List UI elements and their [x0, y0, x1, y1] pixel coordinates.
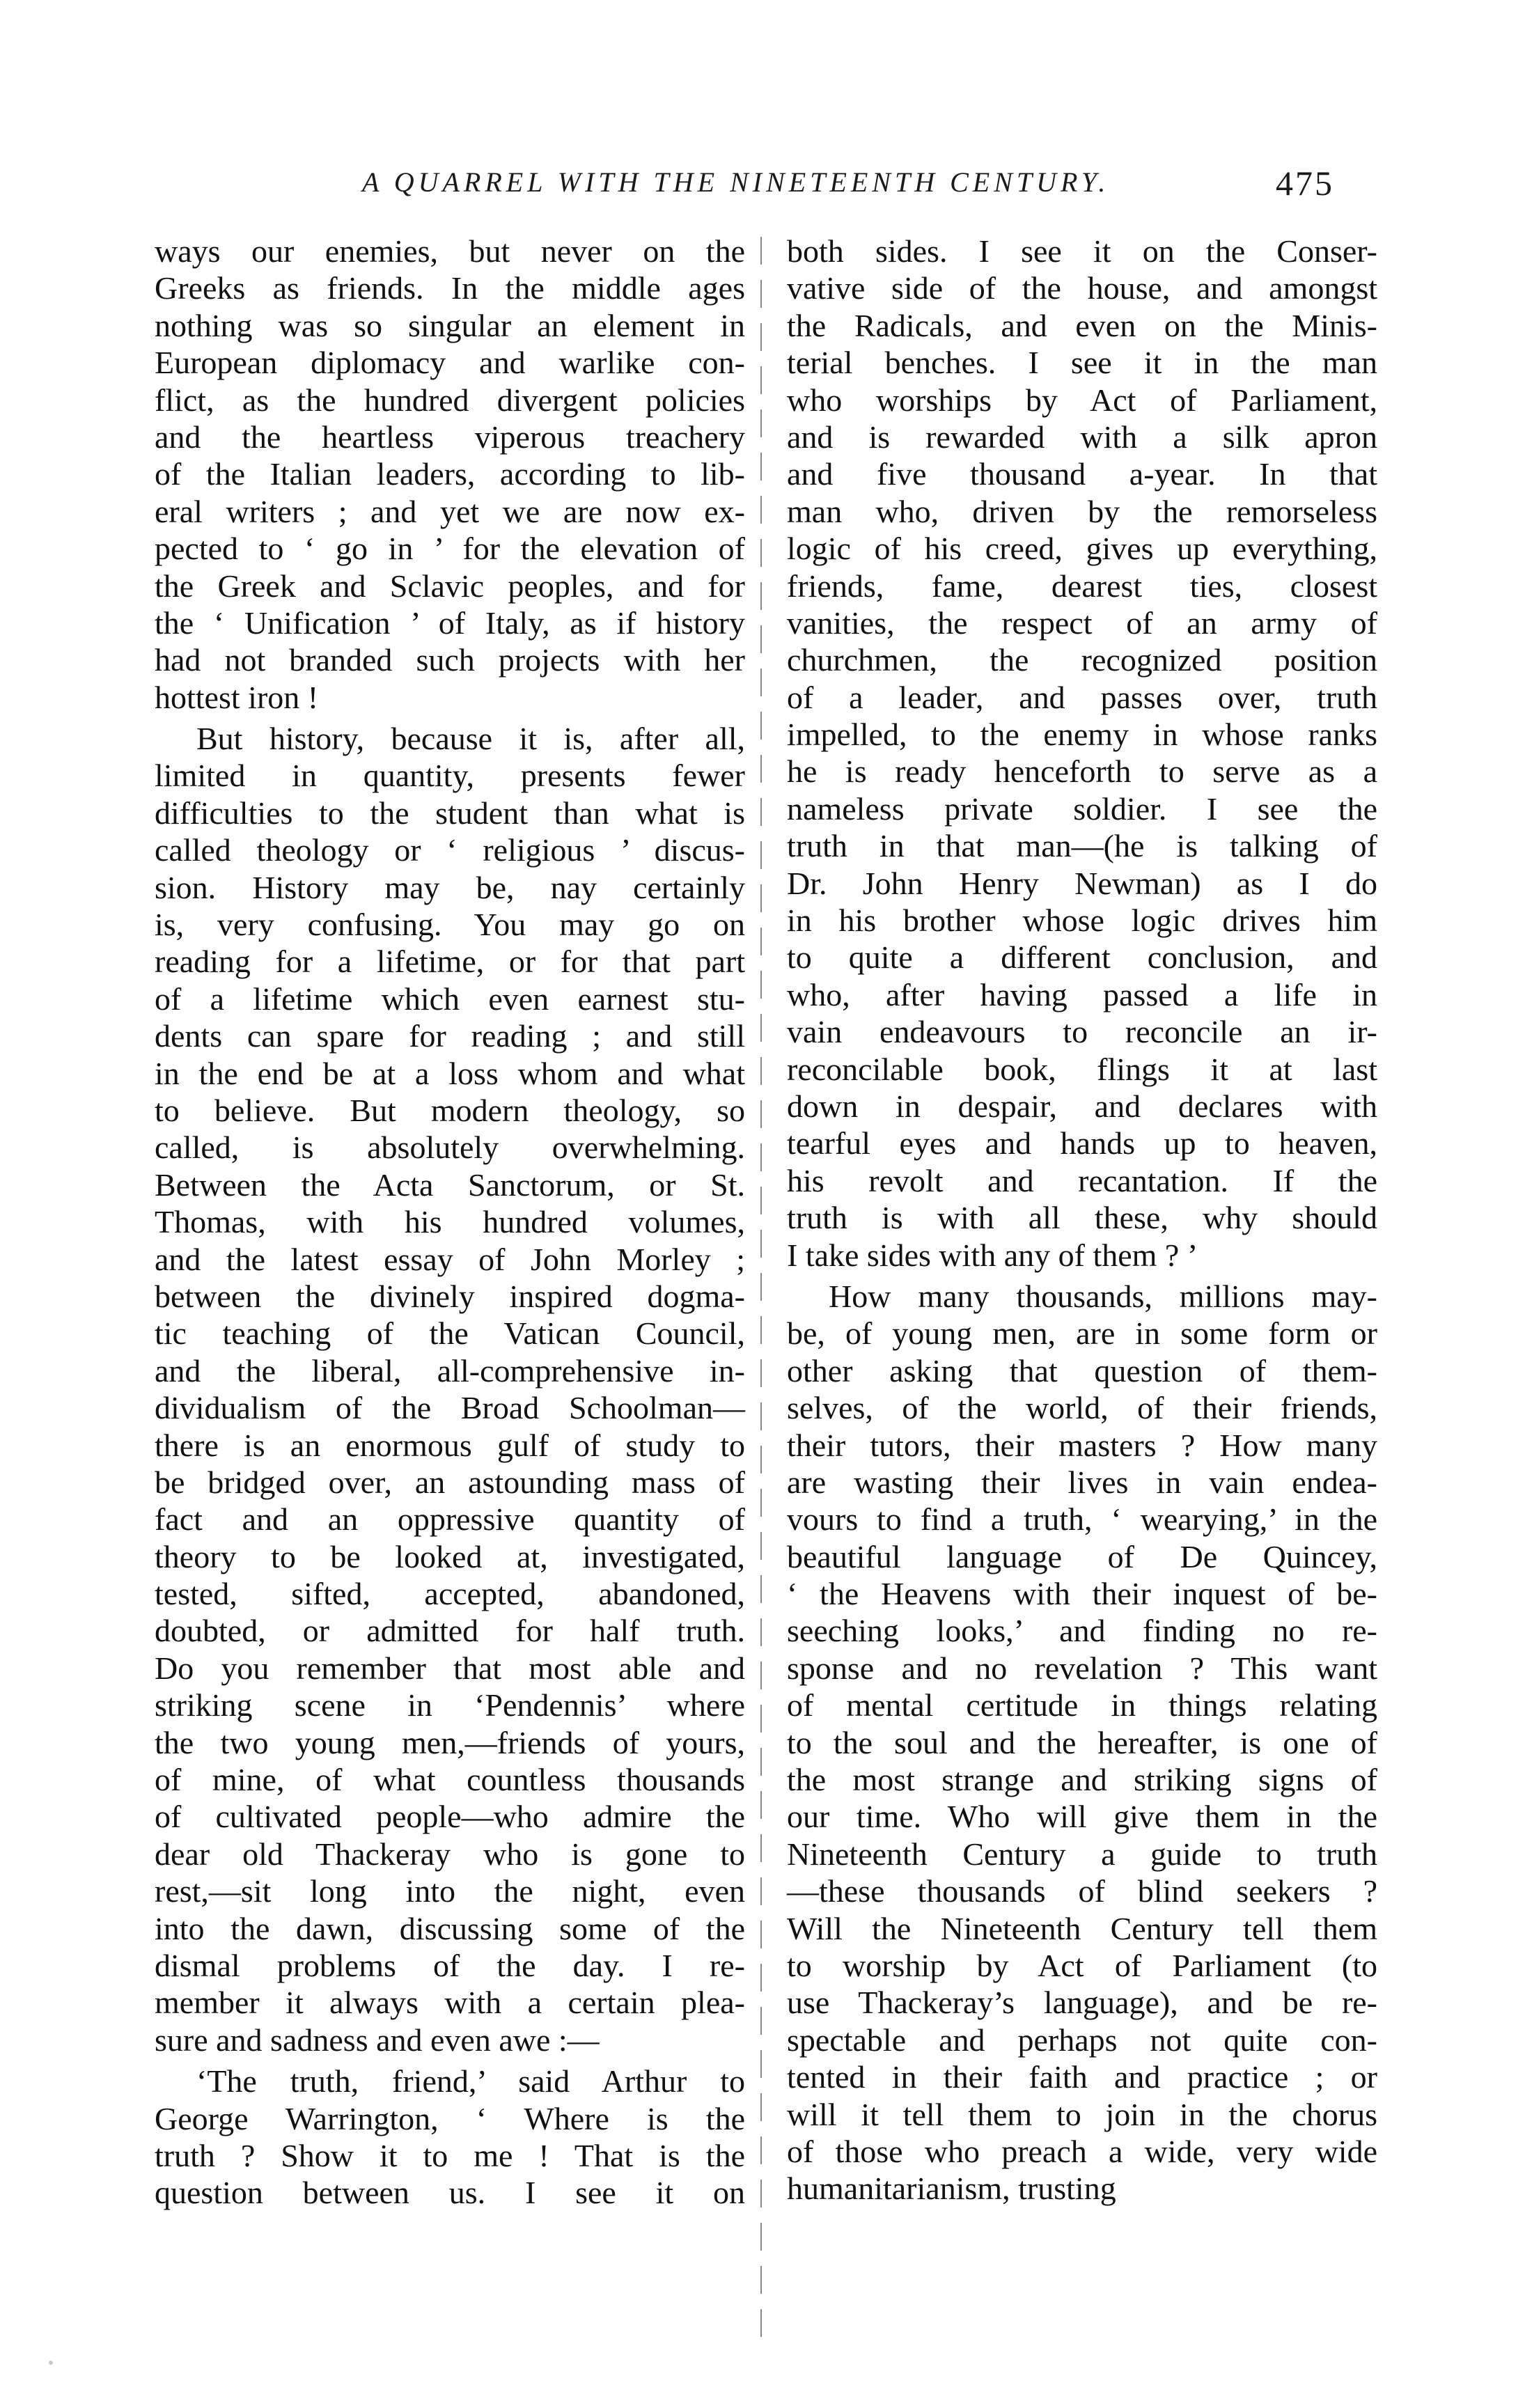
- text-line: will it tell them to join in the chorus: [787, 2096, 1377, 2132]
- text-line: sure and sadness and even awe :—: [155, 2022, 600, 2058]
- text-line: tearful eyes and hands up to heaven,: [787, 1125, 1377, 1162]
- text-line: beautiful language of De Quincey,: [787, 1538, 1377, 1574]
- text-line: and is rewarded with a silk apron: [787, 419, 1377, 455]
- text-line: dismal problems of the day. I re-: [155, 1947, 745, 1983]
- text-line: member it always with a certain plea-: [155, 1985, 745, 2021]
- text-line: hottest iron !: [155, 679, 319, 715]
- text-line: of a lifetime which even earnest stu-: [155, 980, 745, 1017]
- text-line: theory to be looked at, investigated,: [155, 1538, 745, 1574]
- text-line: impelled, to the enemy in whose ranks: [787, 717, 1377, 753]
- text-line: are wasting their lives in vain endea-: [787, 1464, 1377, 1500]
- text-line: difficulties to the student than what is: [155, 795, 745, 831]
- paper-speck: [49, 2361, 53, 2365]
- text-line: How many thousands, millions may-: [829, 1278, 1377, 1314]
- text-line: dents can spare for reading ; and still: [155, 1018, 745, 1054]
- text-line: flict, as the hundred divergent policies: [155, 382, 745, 418]
- text-line: striking scene in ‘Pendennis’ where: [155, 1687, 745, 1723]
- text-line: tented in their faith and practice ; or: [787, 2059, 1377, 2095]
- text-line: his revolt and recantation. If the: [787, 1162, 1377, 1198]
- text-line: churchmen, the recognized position: [787, 642, 1377, 678]
- text-line: of the Italian leaders, according to lib-: [155, 456, 745, 492]
- text-line: vain endeavours to reconcile an ir-: [787, 1014, 1377, 1050]
- text-line: Greeks as friends. In the middle ages: [155, 270, 745, 306]
- text-line: there is an enormous gulf of study to: [155, 1427, 745, 1463]
- text-line: of cultivated people—who admire the: [155, 1799, 745, 1835]
- text-line: truth in that man—(he is talking of: [787, 828, 1377, 864]
- text-line: had not branded such projects with her: [155, 642, 745, 678]
- text-line: of those who preach a wide, very wide: [787, 2133, 1377, 2169]
- text-line: logic of his creed, gives up everything,: [787, 531, 1377, 567]
- text-line: be, of young men, are in some form or: [787, 1315, 1377, 1352]
- text-line: nothing was so singular an element in: [155, 307, 745, 343]
- text-line: their tutors, their masters ? How many: [787, 1427, 1377, 1463]
- text-line: the Greek and Sclavic peoples, and for: [155, 568, 745, 604]
- text-line: tic teaching of the Vatican Council,: [155, 1315, 745, 1352]
- text-line: ‘ the Heavens with their inquest of be-: [787, 1576, 1377, 1612]
- text-line: humanitarianism, trusting: [787, 2171, 1116, 2207]
- text-line: the ‘ Unification ’ of Italy, as if history: [155, 604, 745, 641]
- running-title: A QUARREL WITH THE NINETEENTH CENTURY.: [362, 166, 1110, 198]
- page-number: 475: [1276, 164, 1334, 203]
- text-line: terial benches. I see it in the man: [787, 345, 1377, 381]
- right-column: [787, 233, 1377, 2207]
- text-line: eral writers ; and yet we are now ex-: [155, 493, 745, 529]
- text-line: called, is absolutely overwhelming.: [155, 1129, 745, 1166]
- text-line: use Thackeray’s language), and be re-: [787, 1985, 1377, 2021]
- text-line: Do you remember that most able and: [155, 1650, 745, 1686]
- text-line: into the dawn, discussing some of the: [155, 1910, 745, 1946]
- text-line: friends, fame, dearest ties, closest: [787, 568, 1377, 604]
- text-line: down in despair, and declares with: [787, 1088, 1377, 1124]
- text-line: man who, driven by the remorseless: [787, 493, 1377, 529]
- text-line: George Warrington, ‘ Where is the: [155, 2100, 745, 2136]
- text-line: of mine, of what countless thousands: [155, 1762, 745, 1798]
- text-line: truth ? Show it to me ! That is the: [155, 2137, 745, 2173]
- running-head: [0, 166, 1525, 208]
- text-line: fact and an oppressive quantity of: [155, 1501, 745, 1538]
- text-line: the Radicals, and even on the Minis-: [787, 307, 1377, 343]
- text-line: to worship by Act of Parliament (to: [787, 1947, 1377, 1983]
- text-line: and the liberal, all-comprehensive in-: [155, 1352, 745, 1389]
- text-line: Nineteenth Century a guide to truth: [787, 1836, 1377, 1872]
- left-column: [155, 233, 745, 2212]
- text-line: sion. History may be, nay certainly: [155, 869, 745, 905]
- text-line: both sides. I see it on the Conser-: [787, 233, 1377, 269]
- text-line: to quite a different conclusion, and: [787, 939, 1377, 976]
- text-line: in the end be at a loss whom and what: [155, 1055, 745, 1091]
- text-line: and the latest essay of John Morley ;: [155, 1241, 745, 1277]
- text-line: spectable and perhaps not quite con-: [787, 2022, 1377, 2058]
- text-line: limited in quantity, presents fewer: [155, 758, 745, 794]
- text-line: vours to find a truth, ‘ wearying,’ in the: [787, 1501, 1377, 1538]
- text-line: selves, of the world, of their friends,: [787, 1390, 1377, 1426]
- text-line: ‘The truth, friend,’ said Arthur to: [196, 2063, 745, 2100]
- column-divider: [760, 237, 762, 2340]
- text-line: reading for a lifetime, or for that part: [155, 944, 745, 980]
- text-line: sponse and no revelation ? This want: [787, 1650, 1377, 1686]
- text-line: he is ready henceforth to serve as a: [787, 753, 1377, 790]
- text-line: of a leader, and passes over, truth: [787, 679, 1377, 715]
- text-line: But history, because it is, after all,: [196, 721, 745, 757]
- text-line: be bridged over, an astounding mass of: [155, 1464, 745, 1500]
- text-line: dividualism of the Broad Schoolman—: [155, 1390, 745, 1426]
- text-line: reconcilable book, flings it at last: [787, 1051, 1377, 1087]
- text-line: and the heartless viperous treachery: [155, 419, 745, 455]
- text-line: Will the Nineteenth Century tell them: [787, 1910, 1377, 1946]
- text-line: ways our enemies, but never on the: [155, 233, 745, 269]
- text-line: the most strange and striking signs of: [787, 1762, 1377, 1798]
- text-line: of mental certitude in things relating: [787, 1687, 1377, 1723]
- text-line: the two young men,—friends of yours,: [155, 1724, 745, 1760]
- text-line: —these thousands of blind seekers ?: [787, 1873, 1377, 1909]
- text-line: in his brother whose logic drives him: [787, 902, 1377, 939]
- text-line: dear old Thackeray who is gone to: [155, 1836, 745, 1872]
- text-line: vative side of the house, and amongst: [787, 270, 1377, 306]
- text-line: other asking that question of them-: [787, 1352, 1377, 1389]
- text-line: I take sides with any of them ? ’: [787, 1237, 1198, 1273]
- text-line: truth is with all these, why should: [787, 1200, 1377, 1236]
- text-line: Thomas, with his hundred volumes,: [155, 1204, 745, 1240]
- text-line: rest,—sit long into the night, even: [155, 1873, 745, 1909]
- text-line: who, after having passed a life in: [787, 976, 1377, 1013]
- text-line: vanities, the respect of an army of: [787, 604, 1377, 641]
- text-line: nameless private soldier. I see the: [787, 790, 1377, 827]
- text-line: called theology or ‘ religious ’ discus-: [155, 832, 745, 868]
- text-line: to believe. But modern theology, so: [155, 1092, 745, 1128]
- text-line: to the soul and the hereafter, is one of: [787, 1724, 1377, 1760]
- text-line: seeching looks,’ and finding no re-: [787, 1613, 1377, 1649]
- text-line: doubted, or admitted for half truth.: [155, 1613, 745, 1649]
- text-line: who worships by Act of Parliament,: [787, 382, 1377, 418]
- text-line: our time. Who will give them in the: [787, 1799, 1377, 1835]
- text-line: Between the Acta Sanctorum, or St.: [155, 1166, 745, 1203]
- text-line: between the divinely inspired dogma-: [155, 1278, 745, 1314]
- text-line: is, very confusing. You may go on: [155, 907, 745, 943]
- text-line: Dr. John Henry Newman) as I do: [787, 865, 1377, 901]
- text-line: pected to ‘ go in ’ for the elevation of: [155, 531, 745, 567]
- text-line: European diplomacy and warlike con-: [155, 345, 745, 381]
- text-line: question between us. I see it on: [155, 2175, 745, 2211]
- text-line: tested, sifted, accepted, abandoned,: [155, 1576, 745, 1612]
- text-line: and five thousand a-year. In that: [787, 456, 1377, 492]
